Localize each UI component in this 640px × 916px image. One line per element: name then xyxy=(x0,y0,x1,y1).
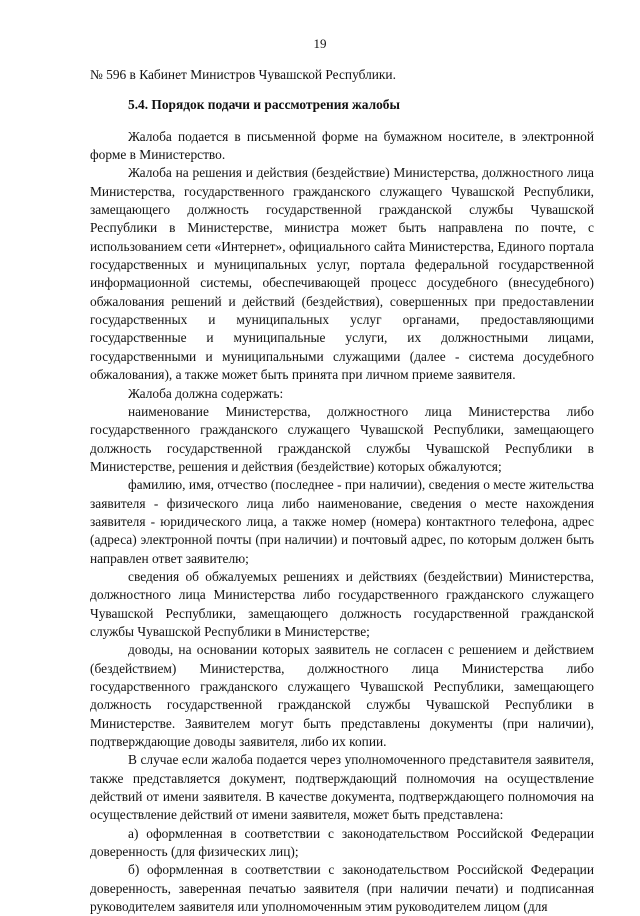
paragraph-item-decisions: сведения об обжалуемых решениях и действиях (бездействии) Министерства, должностного лица Министерства либо государственного гражданского служащего Чувашской Республики, замещающего должность государственной гражданской службы Чувашской Республики в Министерстве; xyxy=(90,568,594,639)
section-title: 5.4. Порядок подачи и рассмотрения жалобы xyxy=(128,97,400,113)
document-body xyxy=(90,66,594,916)
paragraph-complaint-contents: Жалоба должна содержать: xyxy=(128,385,284,401)
paragraph-representative: В случае если жалоба подается через уполномоченного представителя заявителя, также представляется документ, подтверждающий полномочия на осуществление действий от имени заявителя. В качестве документа, подтверждающего полномочия на осуществление действий от имени заявителя, может быть представлена: xyxy=(90,752,594,823)
paragraph-submission-form: Жалоба подается в письменной форме на бумажном носителе, в электронной форме в Министерство. xyxy=(90,128,594,163)
paragraph-item-name: наименование Министерства, должностного лица Министерства либо государственного гражданского служащего Чувашской Республики, замещающего должность государственной гражданской службы Чувашской Республики в Министерстве, решения и действия (бездействие) которых обжалуются; xyxy=(90,403,594,474)
page-number: 19 xyxy=(313,36,327,51)
paragraph-option-a: а) оформленная в соответствии с законодательством Российской Федерации доверенность (для физических лиц); xyxy=(90,825,594,860)
paragraph-item-arguments: доводы, на основании которых заявитель не согласен с решением и действием (бездействием) Министерства, должностного лица Министерства либо государственного гражданского служащего Чувашской Республики, замещающего должность государственной гражданской службы Чувашской Республики в Министерстве. Заявителем могут быть представлены документы (при наличии), подтверждающие доводы заявителя, либо их копии. xyxy=(90,642,594,750)
paragraph-item-applicant-info: фамилию, имя, отчество (последнее - при наличии), сведения о месте жительства заявителя - физического лица либо наименование, сведения о месте нахождения заявителя - юридического лица, а также номер (номера) контактного телефона, адрес (адреса) электронной почты (при наличии) и почтовый адрес, по которым должен быть направлен ответ заявителю; xyxy=(90,477,594,566)
paragraph-submission-channels: Жалоба на решения и действия (бездействие) Министерства, должностного лица Министерства, государственного гражданского служащего Чувашской Республики, замещающего должность государственной гражданской службы Чувашской Республики в Министерстве, министра может быть направлена по почте, с использованием сети «Интернет», официального сайта Министерства, Единого портала государственных и муниципальных услуг, портала федеральной государственной информационной системы, обеспечивающей процесс досудебного (внесудебного) обжалования решений и действий (бездействия), совершенных при предоставлении государственных и муниципальных услуг органами, предоставляющими государственные и муниципальные услуги, их должностными лицами, государственными и муниципальными служащими (далее - система досудебного обжалования), а также может быть принята при личном приеме заявителя. xyxy=(90,165,594,383)
lead-paragraph: № 596 в Кабинет Министров Чувашской Республики. xyxy=(90,67,396,82)
paragraph-option-b: б) оформленная в соответствии с законодательством Российской Федерации доверенность, заверенная печатью заявителя (при наличии печати) и подписанная руководителем заявителя или уполномоченным этим руководителем лицом (для xyxy=(90,862,594,915)
